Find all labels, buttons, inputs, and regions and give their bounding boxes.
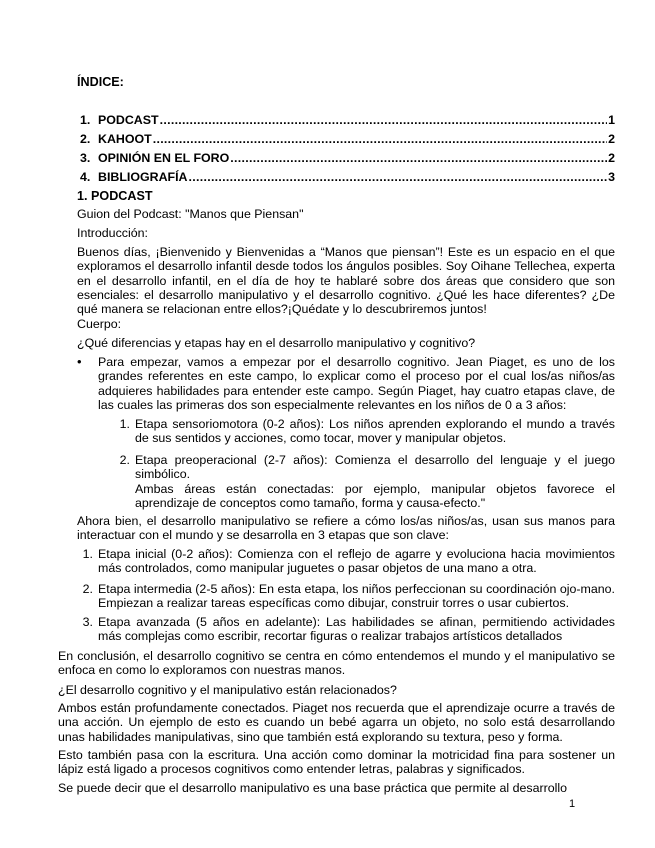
toc-leader-dots (160, 113, 608, 127)
toc-entry-foro[interactable] (80, 151, 615, 167)
base-paragraph: Se puede decir que el desarrollo manipulativo es una base práctica que permite al desarrollo (58, 781, 568, 795)
toc-page: 1 (608, 113, 615, 127)
podcast-script-title: Guion del Podcast: "Manos que Piensan" (77, 207, 304, 221)
list-number: 1. (119, 417, 130, 431)
list-item-etapa-intermedia: Etapa intermedia (2-5 años): En esta etapa, los niños perfeccionan su coordinación ojo-mano. Empiezan a realizar tareas específicas como dibujar, construir torres o usar cubiertos. (98, 582, 615, 611)
intro-label: Introducción: (77, 226, 148, 240)
list-number: 2. (119, 453, 130, 467)
toc-page: 3 (608, 170, 615, 184)
list-item-sensoriomotora: Etapa sensoriomotora (0-2 años): Los niños aprenden explorando el mundo a través de sus sentidos y acciones, como tocar, mover y manipular objetos. (135, 417, 615, 446)
toc-number: 2. (80, 132, 91, 146)
toc-number: 4. (80, 170, 91, 184)
bullet-paragraph: Para empezar, vamos a empezar por el desarrollo cognitivo. Jean Piaget, es uno de los grandes referentes en este campo, lo explicar como el proceso por el cual los/as niños/as adquieres habilidades para entender este campo. Según Piaget, hay cuatro etapas clave, de las cuales las primeras dos son especialmente relevantes en los niños de 0 a 3 años: (98, 355, 615, 412)
connected-areas-note: Ambas áreas están conectadas: por ejemplo, manipular objetos favorece el aprendizaje de conceptos como tamaño, forma y causa-efecto." (135, 482, 615, 511)
toc-leader-dots (153, 132, 607, 146)
toc-entry-kahoot[interactable] (80, 132, 615, 148)
toc-title: OPINIÓN EN EL FORO (98, 151, 230, 165)
question-related: ¿El desarrollo cognitivo y el manipulativo están relacionados? (58, 683, 397, 697)
question-differences: ¿Qué diferencias y etapas hay en el desarrollo manipulativo y cognitivo? (77, 336, 476, 350)
toc-entry-podcast[interactable] (80, 113, 615, 129)
bullet-dot-icon: • (77, 354, 82, 369)
page-number: 1 (569, 798, 576, 810)
toc-title: BIBLIOGRAFÍA (98, 170, 188, 184)
section-heading: 1. PODCAST (77, 189, 153, 203)
toc-page: 2 (608, 151, 615, 165)
toc-leader-dots (230, 151, 607, 165)
conclusion-paragraph: En conclusión, el desarrollo cognitivo se centra en cómo entendemos el mundo y el manipulativo se enfoca en como lo exploramos con nuestras manos. (58, 649, 615, 678)
list-item-preoperacional: Etapa preoperacional (2-7 años): Comienza el desarrollo del lenguaje y el juego simbólico. (135, 453, 615, 482)
toc-number: 1. (80, 113, 91, 127)
list-item-etapa-inicial: Etapa inicial (0-2 años): Comienza con el reflejo de agarre y evoluciona hacia movimientos más controlados, como manipular juguetes o pasar objetos de una mano a otra. (98, 547, 615, 576)
toc-entry-bibliografia[interactable] (80, 170, 615, 186)
list-number: 1. (82, 547, 93, 561)
index-title: ÍNDICE: (77, 75, 124, 89)
list-number: 2. (82, 582, 93, 596)
toc-title: KAHOOT (98, 132, 152, 146)
intro-paragraph: Buenos días, ¡Bienvenido y Bienvenidas a “Manos que piensan”! Este es un espacio en el que exploramos el desarrollo infantil desde todos los ángulos posibles. Soy Oihane Tellechea, experta en el desarrollo infantil, en el día de hoy te hablaré sobre dos áreas que considero que son esenciales: el desarrollo manipulativo y el desarrollo cognitivo. ¿Qué les hace diferentes? ¿De qué manera se relacionan entre ellos?¡Quédate y lo descubriremos juntos! (77, 245, 615, 317)
list-number: 3. (82, 615, 93, 629)
toc-page: 2 (608, 132, 615, 146)
manipulative-intro: Ahora bien, el desarrollo manipulativo se refiere a cómo los/as niños/as, usan sus manos para interactuar con el mundo y se desarrolla en 3 etapas que son clave: (77, 514, 615, 543)
toc-number: 3. (80, 151, 91, 165)
related-paragraph: Ambos están profundamente conectados. Piaget nos recuerda que el aprendizaje ocurre a través de una acción. Un ejemplo de esto es cuando un bebé agarra un objeto, no solo está desarrollando unas habilidades manipulativas, sino que también está explorando su textura, peso y forma. (58, 701, 615, 744)
toc-leader-dots (188, 170, 607, 184)
writing-paragraph: Esto también pasa con la escritura. Una acción como dominar la motricidad fina para sostener un lápiz está ligado a procesos cognitivos como entender letras, palabras y significados. (58, 748, 615, 777)
toc-title: PODCAST (98, 113, 159, 127)
list-item-etapa-avanzada: Etapa avanzada (5 años en adelante): Las habilidades se afinan, permitiendo actividades más complejas como escribir, recortar figuras o realizar trabajos artísticos detallados (98, 615, 615, 644)
body-label: Cuerpo: (77, 317, 122, 331)
